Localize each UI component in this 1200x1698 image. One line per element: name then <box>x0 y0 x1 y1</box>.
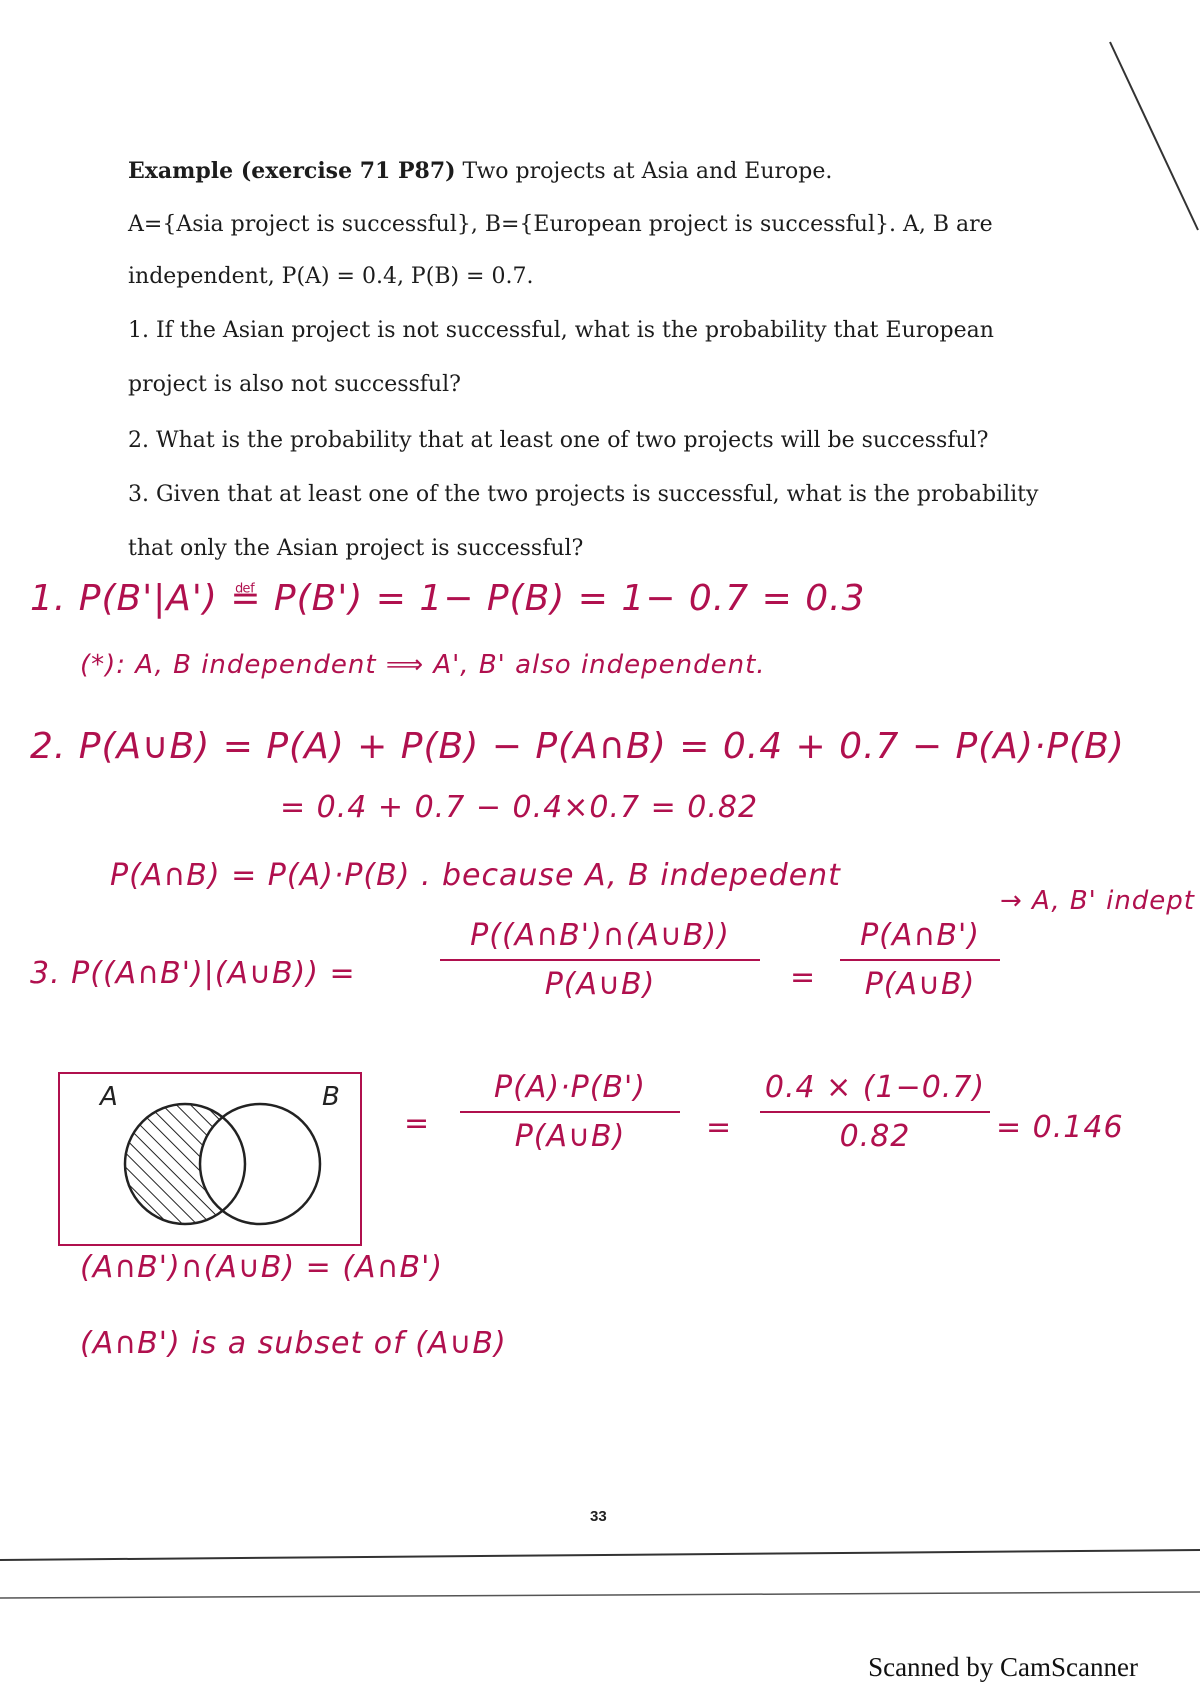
subset-line-1: (A∩B')∩(A∪B) = (A∩B') <box>80 1250 444 1285</box>
question-3-line-2: that only the Asian project is successful? <box>128 536 584 561</box>
fraction-2-denominator: P(A∪B) <box>864 967 976 1002</box>
example-heading <box>128 158 832 184</box>
answer-2-line-2: = 0.4 + 0.7 − 0.4×0.7 = 0.82 <box>280 790 759 825</box>
fraction-4-bar <box>760 1111 990 1113</box>
hatched-region-a-not-b <box>125 1104 320 1224</box>
answer-2-line-1: 2. P(A∪B) = P(A) + P(B) − P(A∩B) = 0.4 + 0.7 − P(A)·P(B) <box>30 726 1125 767</box>
events-line: A={Asia project is successful}, B={European project is successful}. A, B are <box>128 212 993 237</box>
fraction-2-numerator: P(A∩B') <box>860 918 980 953</box>
given-line: independent, P(A) = 0.4, P(B) = 0.7. <box>128 264 534 289</box>
question-1-line-2: project is also not successful? <box>128 372 461 397</box>
equals-2: = <box>404 1106 431 1141</box>
scanner-watermark: Scanned by CamScanner <box>868 1652 1138 1682</box>
heading-bold: Example (exercise 71 P87) <box>128 158 456 184</box>
fraction-4-denominator: 0.82 <box>839 1119 911 1154</box>
venn-diagram-box <box>58 1072 362 1246</box>
venn-label-b: B <box>322 1082 341 1112</box>
answer-2-note: P(A∩B) = P(A)·P(B) . because A, B indepedent <box>110 858 841 893</box>
page-number: 33 <box>590 1508 607 1525</box>
equals-3: = <box>706 1110 733 1145</box>
answer-3-result: = 0.146 <box>996 1110 1124 1145</box>
answer-3-fraction-4 <box>760 1070 990 1154</box>
question-2: 2. What is the probability that at least one of two projects will be successful? <box>128 428 989 453</box>
fraction-1-numerator: P((A∩B')∩(A∪B)) <box>470 918 730 953</box>
fraction-2-bar <box>840 959 1000 961</box>
answer-3-lhs: 3. P((A∩B')|(A∪B)) = <box>30 956 356 991</box>
fraction-3-numerator: P(A)·P(B') <box>494 1070 646 1105</box>
answer-1: 1. P(B'|A') ≝ P(B') = 1− P(B) = 1− 0.7 = 0.3 <box>30 578 866 619</box>
fraction-3-denominator: P(A∪B) <box>514 1119 626 1154</box>
fraction-1-bar <box>440 959 760 961</box>
answer-3-fraction-2 <box>840 918 1000 1002</box>
question-1-line-1: 1. If the Asian project is not successful, what is the probability that European <box>128 318 994 343</box>
fraction-4-numerator: 0.4 × (1−0.7) <box>764 1070 986 1105</box>
question-3-line-1: 3. Given that at least one of the two projects is successful, what is the probability <box>128 482 1039 507</box>
subset-line-2: (A∩B') is a subset of (A∪B) <box>80 1326 507 1361</box>
fraction-3-bar <box>460 1111 680 1113</box>
heading-rest: Two projects at Asia and Europe. <box>455 159 833 184</box>
answer-1-note: (*): A, B independent ⟹ A', B' also independent. <box>80 650 766 680</box>
answer-3-fraction-3 <box>460 1070 680 1154</box>
answer-3-fraction-1 <box>440 918 760 1002</box>
answer-3-arrow-note: → A, B' indept <box>1000 886 1195 916</box>
equals-1: = <box>790 960 817 995</box>
venn-label-a: A <box>100 1082 119 1112</box>
fraction-1-denominator: P(A∪B) <box>544 967 656 1002</box>
